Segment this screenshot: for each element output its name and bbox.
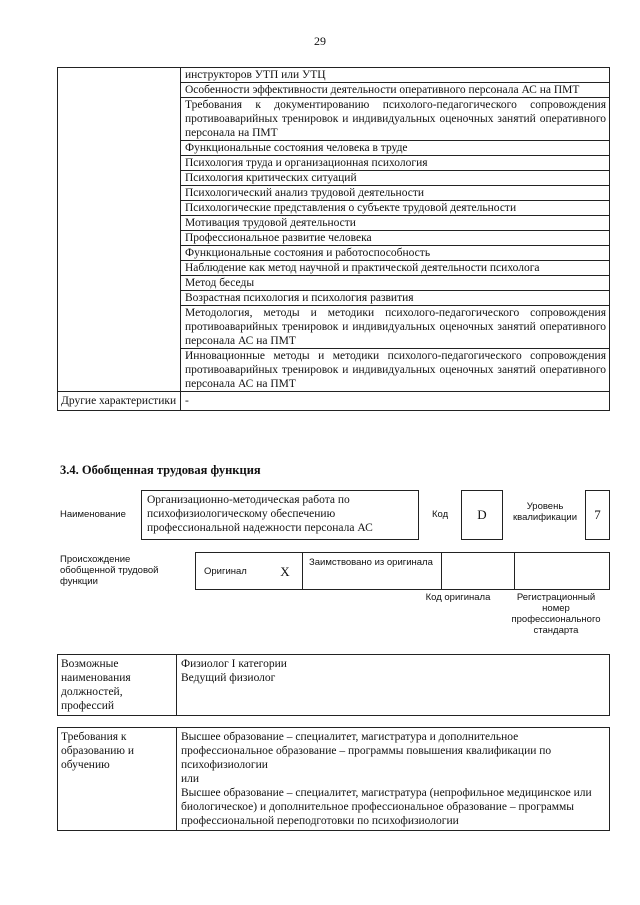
table-row: Психология труда и организационная психология	[181, 156, 610, 171]
reg-number-label: Регистрационный номер профессионального стандарта	[511, 592, 601, 636]
education-table	[57, 727, 610, 831]
position-item: Ведущий физиолог	[181, 672, 276, 684]
table-row: Инновационные методы и методики психолого-педагогического сопровождения противоаварийных тренировок и индивидуальных оценочных занятий оперативного персонала АС на ПМТ	[181, 349, 610, 392]
function-name-box	[141, 490, 419, 540]
table-row: инструкторов УТП или УТЦ	[181, 68, 610, 83]
origin-label: Происхождение обобщенной трудовой функции	[60, 554, 159, 587]
code-original-label: Код оригинала	[425, 592, 491, 603]
table-row: Требования к документированию психолого-педагогического сопровождения противоаварийных тренировок и индивидуальных оценочных занятий оперативного персонала на ПМТ	[181, 98, 610, 141]
original-mark: X	[268, 553, 303, 590]
positions-values	[177, 655, 610, 716]
other-characteristics-value: -	[181, 392, 610, 411]
table-row: Методология, методы и методики психолого-педагогического сопровождения противоаварийных тренировок и индивидуальных оценочных занятий оперативного персонала АС на ПМТ	[181, 306, 610, 349]
origin-table	[195, 552, 610, 590]
education-values	[177, 728, 610, 831]
qualification-level-value: 7	[594, 507, 601, 522]
education-line: Высшее образование – специалитет, магистратура и дополнительное профессиональное образование – программы повышения квалификации по психофизиологии	[181, 731, 552, 771]
table-row: Возрастная психология и психология развития	[181, 291, 610, 306]
code-original-cell	[442, 553, 515, 590]
table-left-cell	[58, 68, 181, 392]
table-row: Особенности эффективности деятельности оперативного персонала АС на ПМТ	[181, 83, 610, 98]
position-item: Физиолог I категории	[181, 658, 287, 670]
positions-table	[57, 654, 610, 716]
code-value: D	[477, 507, 487, 522]
reg-number-cell	[515, 553, 610, 590]
other-characteristics-label: Другие характеристики	[58, 392, 181, 411]
borrowed-label: Заимствовано из оригинала	[303, 553, 442, 590]
education-line: Высшее образование – специалитет, магистратура (непрофильное медицинское или биологическое) и дополнительное профессиональное образование – программы профессиональной переподготовки по психофизиологии	[181, 787, 592, 827]
function-name: Организационно-методическая работа по психофизиологическому обеспечению профессиональной надежности персонала АС	[147, 494, 373, 534]
table-row: Наблюдение как метод научной и практической деятельности психолога	[181, 261, 610, 276]
table-row: Профессиональное развитие человека	[181, 231, 610, 246]
section-heading: 3.4. Обобщенная трудовая функция	[60, 463, 261, 477]
table-row: Мотивация трудовой деятельности	[181, 216, 610, 231]
education-line: или	[181, 773, 200, 785]
qualification-level-box	[585, 490, 610, 540]
table-row: Метод беседы	[181, 276, 610, 291]
positions-label: Возможные наименования должностей, профессий	[58, 655, 177, 716]
table-row: Психологические представления о субъекте трудовой деятельности	[181, 201, 610, 216]
education-label: Требования к образованию и обучению	[58, 728, 177, 831]
original-label: Оригинал	[196, 553, 269, 590]
page-number: 29	[314, 34, 326, 48]
knowledge-table	[57, 67, 610, 411]
code-label: Код	[432, 509, 449, 520]
name-label: Наименование	[60, 509, 126, 520]
table-row: Функциональные состояния человека в труде	[181, 141, 610, 156]
code-value-box	[461, 490, 503, 540]
qualification-level-label: Уровень квалификации	[512, 501, 578, 523]
table-row: Функциональные состояния и работоспособность	[181, 246, 610, 261]
table-row: Психологический анализ трудовой деятельности	[181, 186, 610, 201]
table-row: Психология критических ситуаций	[181, 171, 610, 186]
